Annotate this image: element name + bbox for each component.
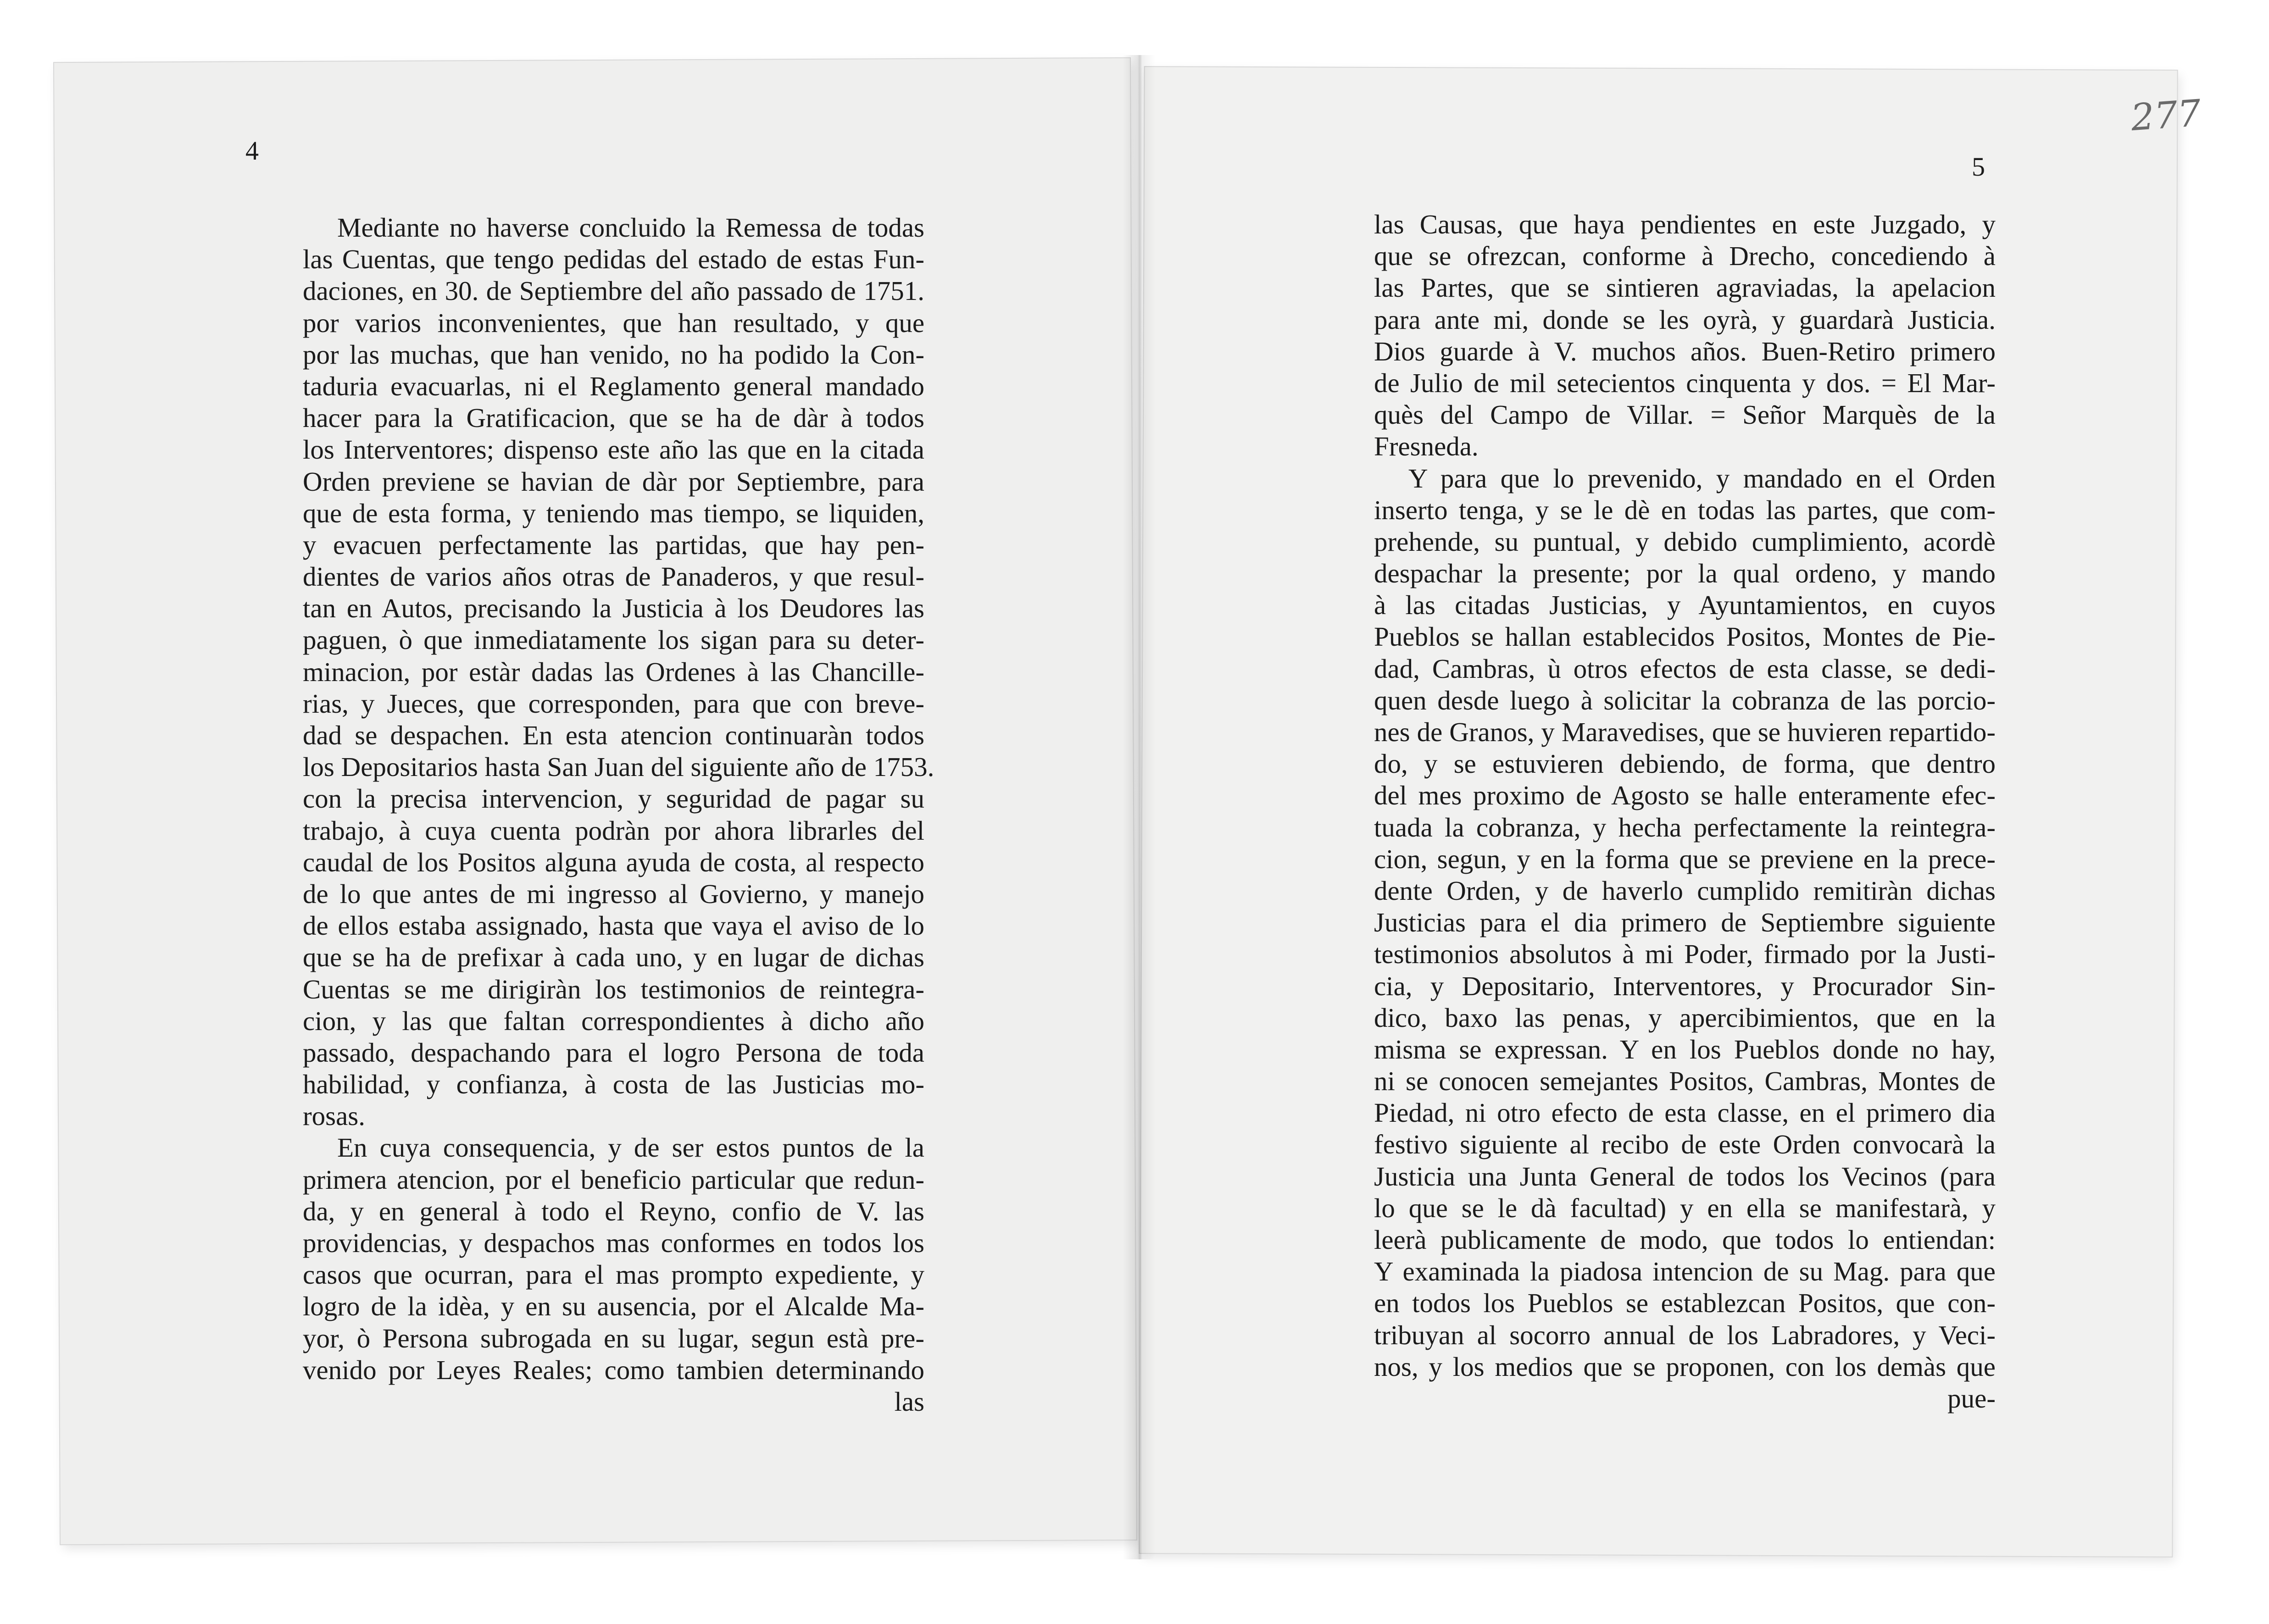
- text-line: las Causas, que haya pendientes en este Juzgado, y: [1374, 209, 1996, 239]
- text-line: por varios inconvenientes, que han resultado, y que: [303, 307, 924, 338]
- text-line: providencias, y despachos mas conformes en todos los: [303, 1228, 924, 1258]
- text-line: dientes de varios años otras de Panaderos, y que resul-: [303, 561, 924, 592]
- text-line: cia, y Depositario, Interventores, y Procurador Sin-: [1374, 970, 1996, 1001]
- text-line: tribuyan al socorro annual de los Labradores, y Veci-: [1374, 1319, 1996, 1350]
- text-line: nos, y los medios que se proponen, con los demàs que: [1374, 1351, 1996, 1382]
- left-page-number: 4: [245, 136, 259, 166]
- text-line: tuada la cobranza, y hecha perfectamente la reintegra-: [1374, 812, 1996, 842]
- left-page-text: [303, 212, 934, 1418]
- text-line: las: [894, 1386, 924, 1417]
- text-line: cion, y las que faltan correspondientes à dicho año: [303, 1005, 924, 1036]
- text-line: habilidad, y confianza, à costa de las Justicias mo-: [303, 1069, 924, 1100]
- text-line: En cuya consequencia, y de ser estos puntos de la: [337, 1132, 924, 1163]
- text-line: dico, baxo las penas, y apercibimientos, que en la: [1374, 1002, 1996, 1033]
- text-line: dad se despachen. En esta atencion continuaràn todos: [303, 720, 924, 750]
- text-line: logro de la idèa, y en su ausencia, por el Alcalde Ma-: [303, 1291, 924, 1322]
- text-line: que se ha de prefixar à cada uno, y en lugar de dichas: [303, 942, 924, 973]
- text-line: daciones, en 30. de Septiembre del año passado de 1751.: [303, 276, 924, 306]
- text-line: y evacuen perfectamente las partidas, que hay pen-: [303, 529, 924, 560]
- text-line: Fresneda.: [1374, 431, 1479, 462]
- text-line: en todos los Pueblos se establezcan Positos, que con-: [1374, 1288, 1996, 1319]
- book-gutter: [1123, 55, 1155, 1559]
- text-line: despachar la presente; por la qual ordeno, y mando: [1374, 558, 1996, 589]
- text-line: Orden previene se havian de dàr por Septiembre, para: [303, 466, 924, 497]
- folio-number: 277: [2129, 91, 2202, 139]
- text-line: Justicia una Junta General de todos los Vecinos (para: [1374, 1161, 1996, 1192]
- text-line: leerà publicamente de modo, que todos lo entiendan:: [1374, 1225, 1996, 1255]
- text-line: pue-: [1947, 1383, 1996, 1413]
- text-line: Justicias para el dia primero de Septiembre siguiente: [1374, 907, 1996, 938]
- text-line: los Depositarios hasta San Juan del siguiente año de 1753.: [303, 752, 934, 782]
- text-line: primera atencion, por el beneficio particular que redun-: [303, 1164, 924, 1195]
- text-line: inserto tenga, y se le dè en todas las partes, que com-: [1374, 494, 1996, 525]
- text-line: de Julio de mil setecientos cinquenta y dos. = El Mar-: [1374, 367, 1996, 398]
- text-line: minacion, por estàr dadas las Ordenes à las Chancille-: [303, 656, 924, 687]
- text-line: ni se conocen semejantes Positos, Cambras, Montes de: [1374, 1066, 1996, 1097]
- right-page-text: [1374, 209, 1996, 1414]
- text-line: Y para que lo prevenido, y mandado en el Orden: [1408, 463, 1996, 493]
- text-line: festivo siguiente al recibo de este Orden convocarà la: [1374, 1129, 1996, 1160]
- text-line: cion, segun, y en la forma que se previene en la prece-: [1374, 843, 1996, 874]
- text-line: dente Orden, y de haverlo cumplido remitiràn dichas: [1374, 875, 1996, 906]
- text-line: Mediante no haverse concluido la Remessa de todas: [337, 212, 924, 243]
- text-line: con la precisa intervencion, y seguridad de pagar su: [303, 783, 924, 814]
- text-line: quès del Campo de Villar. = Señor Marquès de la: [1374, 399, 1996, 430]
- text-line: lo que se le dà facultad) y en ella se manifestarà, y: [1374, 1192, 1996, 1223]
- text-line: de ellos estaba assignado, hasta que vaya el aviso de lo: [303, 910, 924, 941]
- text-line: taduria evacuarlas, ni el Reglamento general mandado: [303, 371, 924, 401]
- text-line: misma se expressan. Y en los Pueblos donde no hay,: [1374, 1034, 1996, 1064]
- text-line: los Interventores; dispenso este año las que en la citada: [303, 434, 924, 465]
- text-line: prehende, su puntual, y debido cumplimiento, acordè: [1374, 526, 1996, 557]
- text-line: casos que ocurran, para el mas prompto expediente, y: [303, 1259, 924, 1290]
- text-line: da, y en general à todo el Reyno, confio de V. las: [303, 1196, 924, 1226]
- text-line: Dios guarde à V. muchos años. Buen-Retiro primero: [1374, 336, 1996, 366]
- text-line: dad, Cambras, ù otros efectos de esta classe, se dedi-: [1374, 653, 1996, 684]
- text-line: do, y se estuvieren debiendo, de forma, que dentro: [1374, 748, 1996, 779]
- text-line: yor, ò Persona subrogada en su lugar, segun està pre-: [303, 1323, 924, 1353]
- text-line: rias, y Jueces, que corresponden, para que con breve-: [303, 688, 924, 719]
- text-line: Pueblos se hallan establecidos Positos, Montes de Pie-: [1374, 621, 1996, 652]
- text-line: de lo que antes de mi ingresso al Govierno, y manejo: [303, 878, 924, 909]
- text-line: rosas.: [303, 1101, 366, 1131]
- text-line: Y examinada la piadosa intencion de su Mag. para que: [1374, 1256, 1996, 1287]
- text-line: las Partes, que se sintieren agraviadas, la apelacion: [1374, 272, 1996, 303]
- text-line: para ante mi, donde se les oyrà, y guardarà Justicia.: [1374, 304, 1996, 335]
- text-line: Piedad, ni otro efecto de esta classe, en el primero dia: [1374, 1097, 1996, 1128]
- text-line: que se ofrezcan, conforme à Drecho, concediendo à: [1374, 241, 1996, 272]
- text-line: nes de Granos, y Maravedises, que se huvieren repartido-: [1374, 717, 1996, 747]
- text-line: hacer para la Gratificacion, que se ha de dàr à todos: [303, 403, 924, 433]
- text-line: trabajo, à cuya cuenta podràn por ahora librarles del: [303, 815, 924, 846]
- text-line: las Cuentas, que tengo pedidas del estado de estas Fun-: [303, 244, 924, 275]
- text-line: à las citadas Justicias, y Ayuntamientos, en cuyos: [1374, 590, 1996, 621]
- text-line: quen desde luego à solicitar la cobranza de las porcio-: [1374, 685, 1996, 715]
- text-line: caudal de los Positos alguna ayuda de costa, al respecto: [303, 847, 924, 877]
- text-line: por las muchas, que han venido, no ha podido la Con-: [303, 339, 924, 370]
- text-line: passado, despachando para el logro Persona de toda: [303, 1037, 924, 1068]
- text-line: tan en Autos, precisando la Justicia à los Deudores las: [303, 593, 924, 624]
- text-line: testimonios absolutos à mi Poder, firmado por la Justi-: [1374, 939, 1996, 970]
- text-line: paguen, ò que inmediatamente los sigan para su deter-: [303, 625, 924, 655]
- text-line: venido por Leyes Reales; como tambien determinando: [303, 1354, 924, 1385]
- text-line: Cuentas se me dirigiràn los testimonios de reintegra-: [303, 974, 924, 1004]
- right-page-number: 5: [1972, 152, 1985, 182]
- text-line: que de esta forma, y teniendo mas tiempo, se liquiden,: [303, 498, 924, 528]
- text-line: del mes proximo de Agosto se halle enteramente efec-: [1374, 780, 1996, 811]
